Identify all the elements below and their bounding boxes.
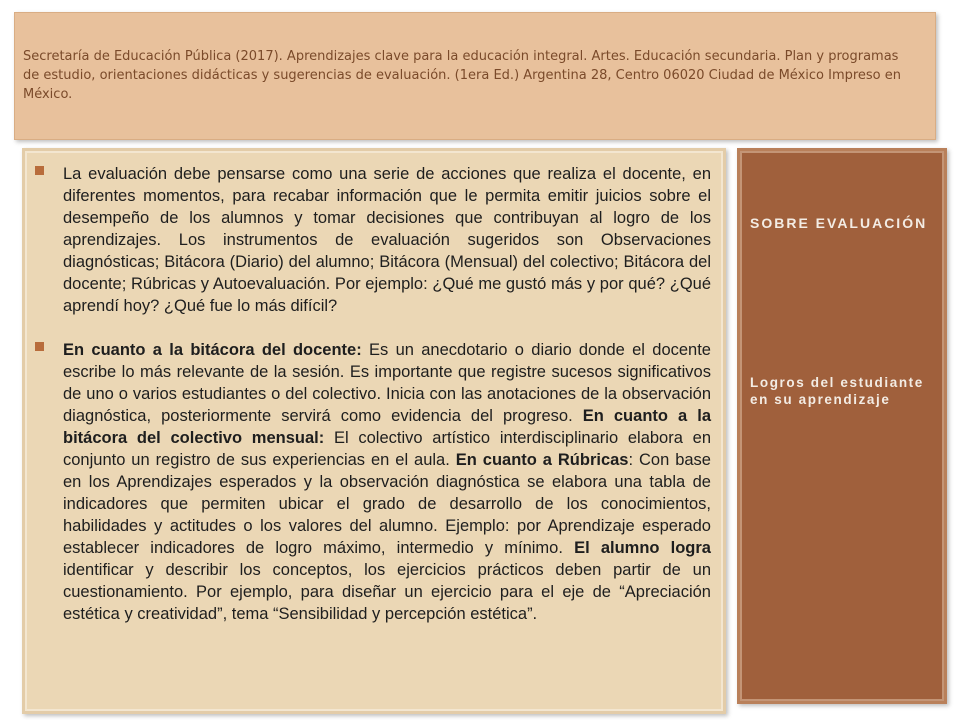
content-body (35, 163, 711, 703)
bold-heading-alumno-logra: El alumno logra (574, 539, 711, 557)
bold-heading-bitacora-colectivo: En cuanto a la bitácora del colectivo mensual: (63, 407, 712, 447)
side-panel (737, 148, 947, 704)
side-title: SOBRE EVALUACIÓN (750, 215, 928, 231)
square-bullet-icon (35, 166, 44, 175)
paragraph-text: : Con base en los Aprendizajes esperados y la observación diagnóstica se elabora una tabla de indicadores que permiten ubicar el grado de desarrollo de los conocimientos, habilidades y actitudes o los valores del alumno. Ejemplo: por Aprendizaje esperado establecer indicadores de logro máximo, intermedio y mínimo. (63, 451, 711, 557)
paragraph-text: La evaluación debe pensarse como una serie de acciones que realiza el docente, en diferentes momentos, para recabar información que le permita emitir juicios sobre el desempeño de los alumnos y tomar decisiones que contribuyan al logro de los aprendizajes. Los instrumentos de evaluación sugeridos son Observaciones diagnósticas; Bitácora (Diario) del alumno; Bitácora (Mensual) del colectivo; Bitácora del docente; Rúbricas y Autoevaluación. Por ejemplo: ¿Qué me gustó más y por qué? ¿Qué aprendí hoy? ¿Qué fue lo más difícil? (63, 165, 711, 315)
content-panel (22, 148, 726, 714)
citation-text: Secretaría de Educación Pública (2017). Aprendizajes clave para la educación integral. Artes. Educación secundaria. Plan y programas de estudio, orientaciones didácticas y sugerencias de evaluación. (1era Ed.) Argentina 28, Centro 06020 Ciudad de México Impreso en México. (23, 49, 902, 102)
bold-heading-rubricas: En cuanto a Rúbricas (455, 451, 629, 469)
citation-banner (14, 12, 936, 140)
paragraph-text: El colectivo artístico interdisciplinario elabora en conjunto un registro de sus experiencias en el aula. (63, 429, 711, 469)
square-bullet-icon (35, 342, 44, 351)
paragraph-text: Es un anecdotario o diario donde el docente escribe lo más relevante de la sesión. Es importante que registre sucesos significativos de uno o varios estudiantes o del colectivo. Inicia con las anotaciones de la observación diagnóstica, posteriormente servirá como evidencia del progreso. (63, 341, 711, 425)
bold-heading-bitacora-docente: En cuanto a la bitácora del docente: (63, 341, 362, 359)
side-subtitle: Logros del estudiante en su aprendizaje (750, 375, 924, 407)
paragraph-evaluation (35, 163, 711, 317)
paragraph-text: identificar y describir los conceptos, los ejercicios prácticos deben partir de un cuestionamiento. Por ejemplo, para diseñar un ejercicio para el eje de “Apreciación estética y creatividad”, tema “Sensibilidad y percepción estética”. (63, 561, 711, 623)
paragraph-instruments (35, 339, 711, 625)
